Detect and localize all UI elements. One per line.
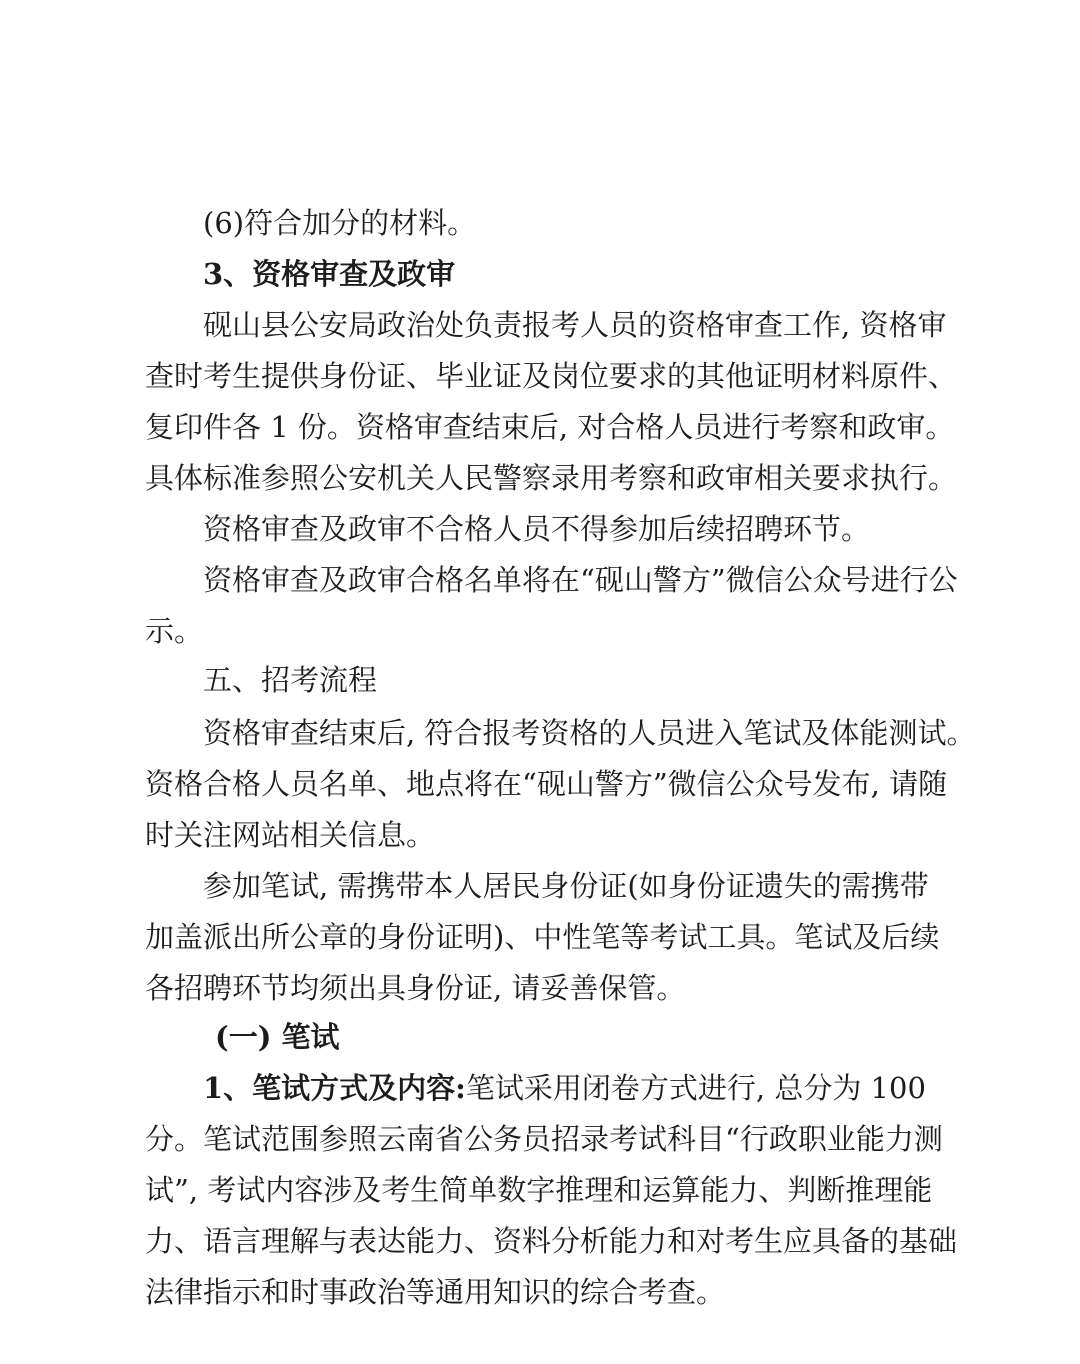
paragraph-line: 复印件各 1 份。资格审查结束后, 对合格人员进行考察和政审。 [145,410,955,444]
paragraph-line: 分。笔试范围参照云南省公务员招录考试科目“行政职业能力测 [145,1122,943,1156]
item-6-line: (6)符合加分的材料。 [203,206,477,240]
paragraph-line: 资格审查结束后, 符合报考资格的人员进入笔试及体能测试。 [203,716,976,750]
paragraph-line: 加盖派出所公章的身份证明)、中性笔等考试工具。笔试及后续 [145,920,940,954]
paragraph-line: 各招聘环节均须出具身份证, 请妥善保管。 [145,971,686,1005]
paragraph-line: 砚山县公安局政治处负责报考人员的资格审查工作, 资格审 [203,308,947,342]
paragraph-line: 时关注网站相关信息。 [145,818,436,852]
written-exam-label: 1、笔试方式及内容: [203,1071,466,1105]
paragraph-line: 力、语言理解与表达能力、资料分析能力和对考生应具备的基础 [145,1224,958,1258]
paragraph-line: 资格合格人员名单、地点将在“砚山警方”微信公众号发布, 请随 [145,767,948,801]
section-3-heading: 3、资格审查及政审 [203,257,456,291]
paragraph-line: 参加笔试, 需携带本人居民身份证(如身份证遗失的需携带 [203,869,929,903]
paragraph-line: 资格审查及政审不合格人员不得参加后续招聘环节。 [203,512,871,546]
paragraph-line: 资格审查及政审合格名单将在“砚山警方”微信公众号进行公 [203,563,958,597]
written-exam-line [203,1068,926,1108]
section-5-heading: 五、招考流程 [203,663,378,697]
paragraph-line: 查时考生提供身份证、毕业证及岗位要求的其他证明材料原件、 [145,359,958,393]
paragraph-line: 示。 [145,614,204,648]
paragraph-line: 法律指示和时事政治等通用知识的综合考查。 [145,1275,726,1309]
written-exam-text: 笔试采用闭卷方式进行, 总分为 100 [465,1071,926,1105]
paragraph-line: 具体标准参照公安机关人民警察录用考察和政审相关要求执行。 [145,461,958,495]
subsection-heading: (一) 笔试 [215,1020,340,1054]
paragraph-line: 试”, 考试内容涉及考生简单数字推理和运算能力、判断推理能 [145,1173,933,1207]
